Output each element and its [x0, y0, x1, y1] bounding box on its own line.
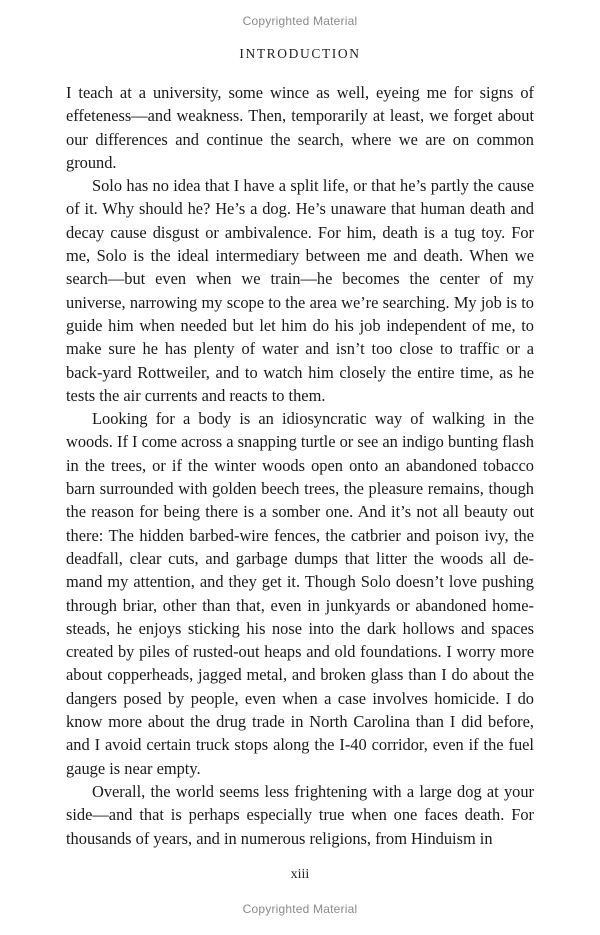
- running-head: INTRODUCTION: [239, 46, 361, 61]
- paragraph-4: Overall, the world seems less frightening with a large dog at your side—and that is perhaps especially true when one faces death. For thousands of years, and in numerous religions, from Hinduism in: [66, 781, 534, 848]
- paragraph-3: Looking for a body is an idiosyncratic way of walking in the woods. If I come across a snapping turtle or see an indigo bunting flash in the trees, or if the winter woods open onto an abandoned tobacco barn surrounded with golden beech trees, the pleasure remains, though the reason for being there is a somber one. And it’s not all beauty out there: The hidden barbed-wire fences, the catbrier and poison ivy, the deadfall, clear cuts, and garbage dumps that litter the woods all de-mand my attention, and they get it. Though Solo doesn’t love pushing through briar, other than that, even in junkyards or abandoned home-steads, he enjoys sticking his nose into the dark hollows and spaces created by piles of rusted-out heaps and old foundations. I worry more about copperheads, jagged metal, and broken glass than I do about the dangers posed by people, even when a case involves homicide. I do know more about the drug trade in North Carolina than I did before, and I avoid certain truck stops along the I-40 corridor, even if the fuel gauge is near empty.: [66, 409, 534, 778]
- paragraph-2: Solo has no idea that I have a split life, or that he’s partly the cause of it. Why should he? He’s a dog. He’s unaware that human death and decay cause disgust or ambivalence. For him, death is a tug toy. For me, Solo is the ideal intermediary between me and death. When we search—but even when we train—he becomes the center of my universe, narrowing my scope to the area we’re searching. My job is to guide him when needed but let him do his job independent of me, to make sure he has plenty of water and isn’t too close to traffic or a back-yard Rottweiler, and to watch him closely the entire time, as he tests the air currents and reacts to them.: [66, 176, 534, 405]
- copyright-watermark-bottom: Copyrighted Material: [242, 902, 358, 916]
- page-number: xiii: [290, 867, 310, 882]
- body-text: [66, 81, 534, 850]
- paragraph-1: I teach at a university, some wince as well, eyeing me for signs of effeteness—and weakness. Then, temporarily at least, we forget about our differences and continue the search, where we are on common ground.: [66, 83, 534, 172]
- copyright-watermark-top: Copyrighted Material: [242, 14, 358, 28]
